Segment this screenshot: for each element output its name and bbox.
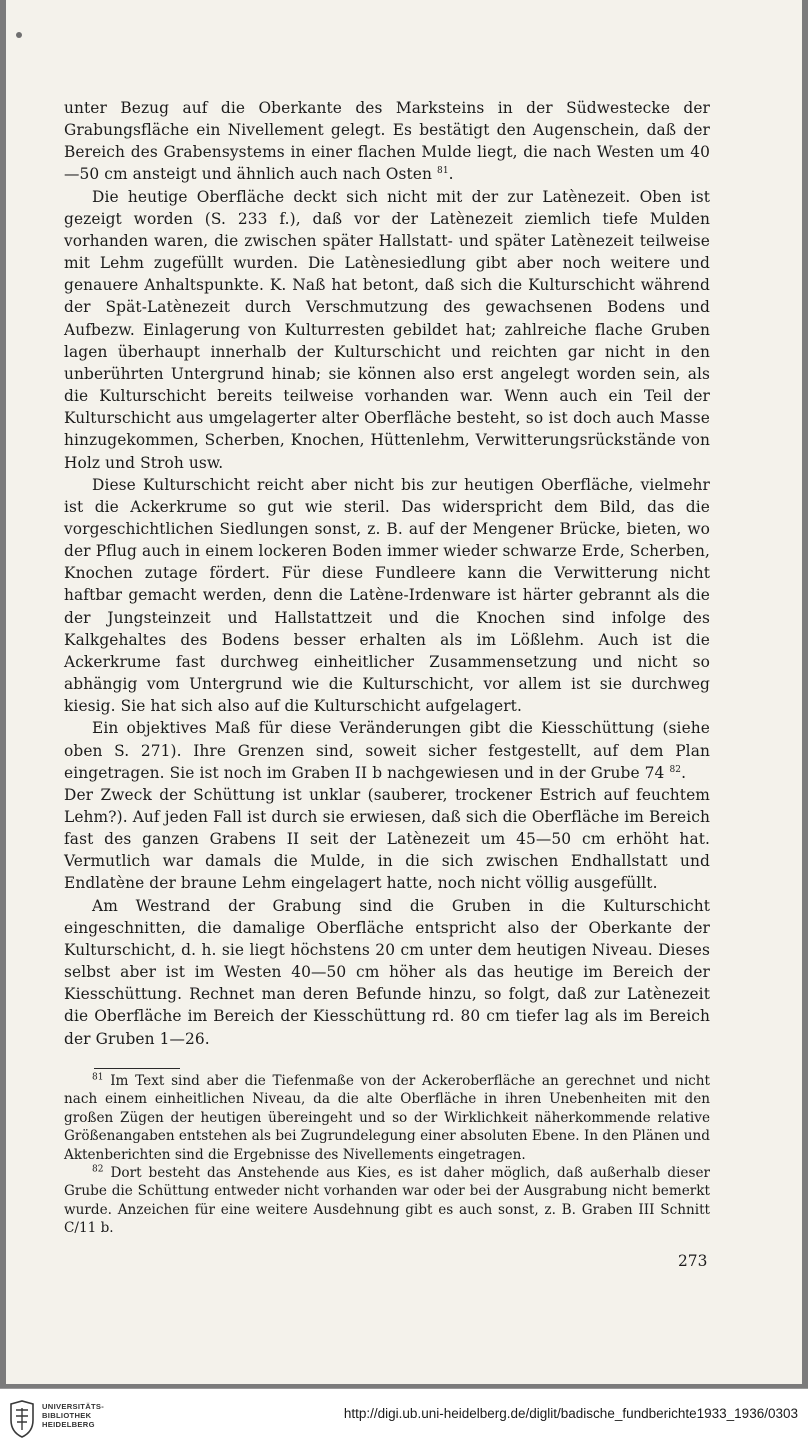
footnote-ref-82[interactable]: 82 xyxy=(669,764,682,775)
university-seal-icon xyxy=(8,1400,36,1438)
footnote-81: $^{81}$ Im Text sind aber die Tiefenmaße von der Ackeroberfläche an gerechnet und nicht nach einem einheitlichen Niveau, da die alte Oberfläche in ihren Unebenheiten mit den großen Zügen der heutigen übereingeht und so der Wirklichkeit näherkommende relative Größenangaben entstehen als bei Zugrundelegung einer absoluten Ebene. In den Plänen und Aktenberichten sind die Ergebnisse des Nivellements eingetragen. xyxy=(64,1072,710,1163)
main-text xyxy=(64,97,710,1050)
footnote-82: $^{82}$ Dort besteht das Anstehende aus Kies, es ist daher möglich, daß außerhalb dieser Grube die Schüttung entweder nicht vorhanden war oder bei der Ausgrabung nicht bemerkt wurde. Anzeichen für eine weitere Ausdehnung gibt es auch sonst, z. B. Graben III Schnitt C/11 b. xyxy=(64,1164,710,1237)
paragraph-2: Die heutige Oberfläche deckt sich nicht mit der zur Latènezeit. Oben ist gezeigt worden (S. 233 f.), daß vor der Latènezeit ziemlich tiefe Mulden vorhanden waren, die zwischen später Hallstatt- und später Latènezeit teilweise mit Lehm zugefüllt wurden. Die Latènesiedlung gibt aber noch weitere und genauere Anhaltspunkte. K. Naß hat betont, daß sich die Kulturschicht während der Spät-Latènezeit durch Verschmutzung des gewachsenen Bodens und Aufbezw. Einlagerung von Kulturresten gebildet hat; zahlreiche flache Gruben lagen überhaupt innerhalb der Kulturschicht und reichten gar nicht in den unberührten Untergrund hinab; sie können also erst angelegt worden sein, als die Kulturschicht bereits teilweise vorhanden war. Wenn auch ein Teil der Kulturschicht aus umgelagerter alter Oberfläche besteht, so ist doch auch Masse hinzugekommen, Scherben, Knochen, Hüttenlehm, Verwitterungsrückstände von Holz und Stroh usw. xyxy=(64,187,710,472)
viewer-footer xyxy=(0,1388,808,1448)
paragraph-5: Der Zweck der Schüttung ist unklar (sauberer, trockener Estrich auf feuchtem Lehm?). Auf jeden Fall ist durch sie erwiesen, daß sich die Oberfläche im Bereich fast des ganzen Grabens II seit der Latènezeit um 45—50 cm erhöht hat. Vermutlich war damals die Mulde, in die sich zwischen Endhallstatt und Endlatène der braune Lehm eingelagert hatte, noch nicht völlig ausgefüllt. xyxy=(64,785,710,893)
page-url[interactable]: http://digi.ub.uni-heidelberg.de/diglit/badische_fundberichte1933_1936/0303 xyxy=(343,1406,798,1421)
library-name: UNIVERSITÄTS- BIBLIOTHEK HEIDELBERG xyxy=(42,1402,105,1430)
footnote-ref-81[interactable]: 81 xyxy=(437,166,449,177)
paragraph-6: Am Westrand der Grabung sind die Gruben in die Kulturschicht eingeschnitten, die damalige Oberfläche entspricht also der Oberkante der Kulturschicht, d. h. sie liegt höchstens 20 cm unter dem heutigen Niveau. Dieses selbst aber ist im Westen 40—50 cm höher als das heutige im Bereich der Kiesschüttung. Rechnet man deren Befunde hinzu, so folgt, daß zur Latènezeit die Oberfläche im Bereich der Kiesschüttung rd. 80 cm tiefer lag als im Bereich der Gruben 1—26. xyxy=(64,896,710,1048)
footnotes xyxy=(64,1072,710,1238)
paragraph-4: Ein objektives Maß für diese Veränderungen gibt die Kiesschüttung (siehe oben S. 271). Ihre Grenzen sind, soweit sicher festgestellt, auf dem Plan eingetragen. Sie ist noch im Graben II b nachgewiesen und in der Grube 74 $^{82}$. xyxy=(64,719,710,782)
document-page xyxy=(6,0,802,1384)
library-logo[interactable] xyxy=(8,1398,118,1440)
page-hole-dot xyxy=(16,32,22,38)
paragraph-3: Diese Kulturschicht reicht aber nicht bis zur heutigen Oberfläche, vielmehr ist die Ackerkrume so gut wie steril. Das widerspricht dem Bild, das die vorgeschichtlichen Siedlungen sonst, z. B. auf der Mengener Brücke, bieten, wo der Pflug auch in einem lockeren Boden immer wieder schwarze Erde, Scherben, Knochen zutage fördert. Für diese Fundleere kann die Verwitterung nicht haftbar gemacht werden, denn die Latène-Irdenware ist härter gebrannt als die der Jungsteinzeit und Hallstattzeit und die Knochen sind infolge des Kalkgehaltes des Bodens besser erhalten als im Lößlehm. Auch ist die Ackerkrume fast durchweg einheitlicher Zusammensetzung und nicht so abhängig vom Untergrund wie die Kulturschicht, vor allem ist sie durchweg kiesig. Sie hat sich also auf die Kulturschicht aufgelagert. xyxy=(64,475,710,716)
paragraph-1: unter Bezug auf die Oberkante des Marksteins in der Südwestecke der Grabungsfläche ein Nivellement gelegt. Es bestätigt den Augenschein, daß der Bereich des Grabensystems in einer flachen Mulde liegt, die nach Westen um 40—50 cm ansteigt und ähnlich auch nach Osten $^{81}$. xyxy=(64,99,710,184)
footnote-divider xyxy=(94,1068,180,1069)
page-number: 273 xyxy=(678,1252,708,1270)
